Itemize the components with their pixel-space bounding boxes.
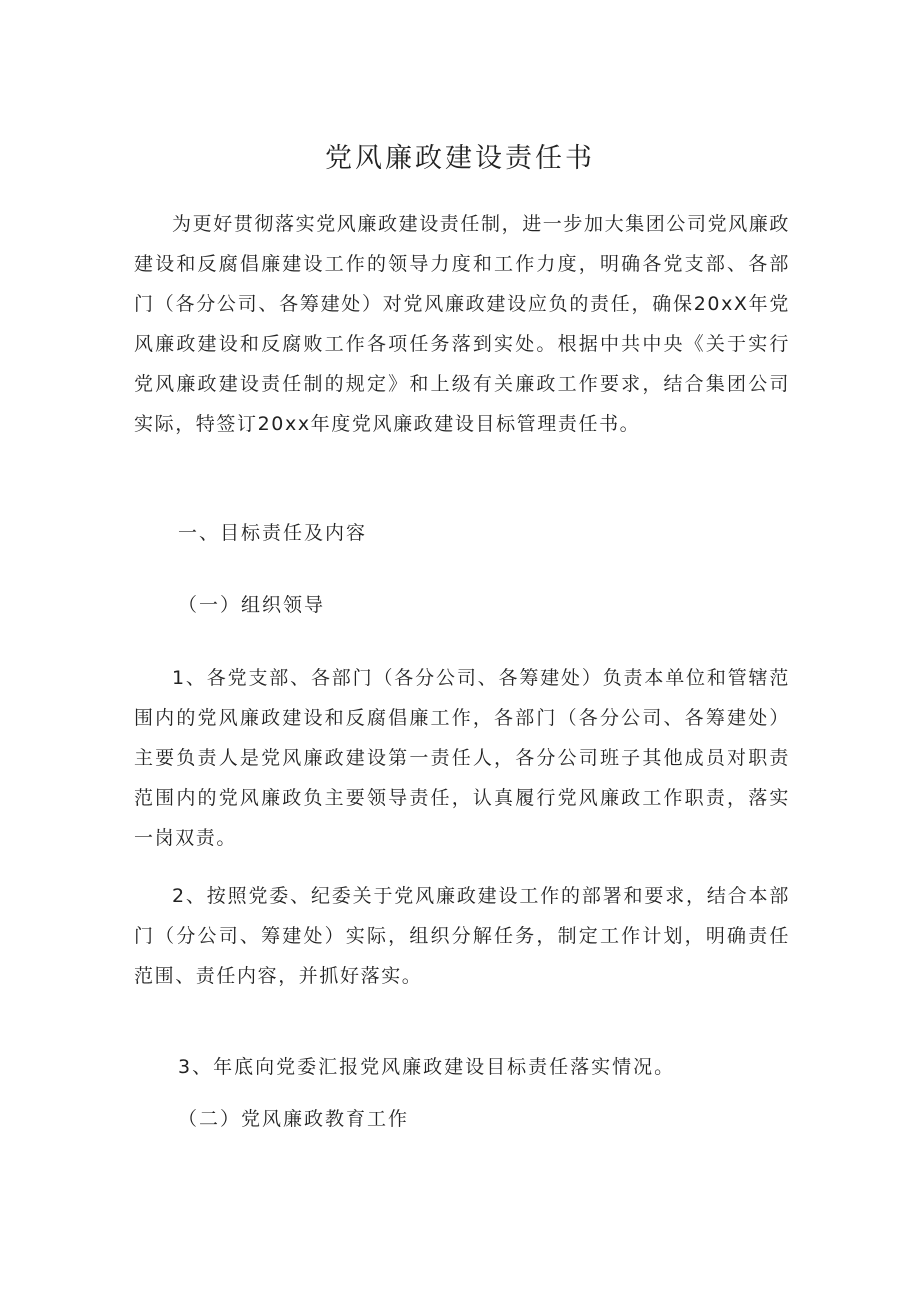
item-2-paragraph: 2、按照党委、纪委关于党风廉政建设工作的部署和要求，结合本部门（分公司、筹建处）实际，组织分解任务，制定工作计划，明确责任范围、责任内容，并抓好落实。 (134, 885, 790, 987)
item-1-paragraph: 1、各党支部、各部门（各分公司、各筹建处）负责本单位和管辖范围内的党风廉政建设和反腐倡廉工作，各部门（各分公司、各筹建处）主要负责人是党风廉政建设第一责任人，各分公司班子其他成员对职责范围内的党风廉政负主要领导责任，认真履行党风廉政工作职责，落实一岗双责。 (134, 667, 790, 849)
document-title: 党风廉政建设责任书 (325, 143, 595, 174)
intro-paragraph: 为更好贯彻落实党风廉政建设责任制，进一步加大集团公司党风廉政建设和反腐倡廉建设工作的领导力度和工作力度，明确各党支部、各部门（各分公司、各筹建处）对党风廉政建设应负的责任，确保20xX年党风廉政建设和反腐败工作各项任务落到实处。根据中共中央《关于实行党风廉政建设责任制的规定》和上级有关廉政工作要求，结合集团公司实际，特签订20xx年度党风廉政建设目标管理责任书。 (134, 213, 791, 435)
subsection-heading-organization: （一）组织领导 (178, 594, 326, 616)
item-3-paragraph: 3、年底向党委汇报党风廉政建设目标责任落实情况。 (178, 1056, 676, 1078)
subsection-heading-education: （二）党风廉政教育工作 (178, 1108, 410, 1130)
section-heading-targets: 一、目标责任及内容 (178, 522, 368, 544)
